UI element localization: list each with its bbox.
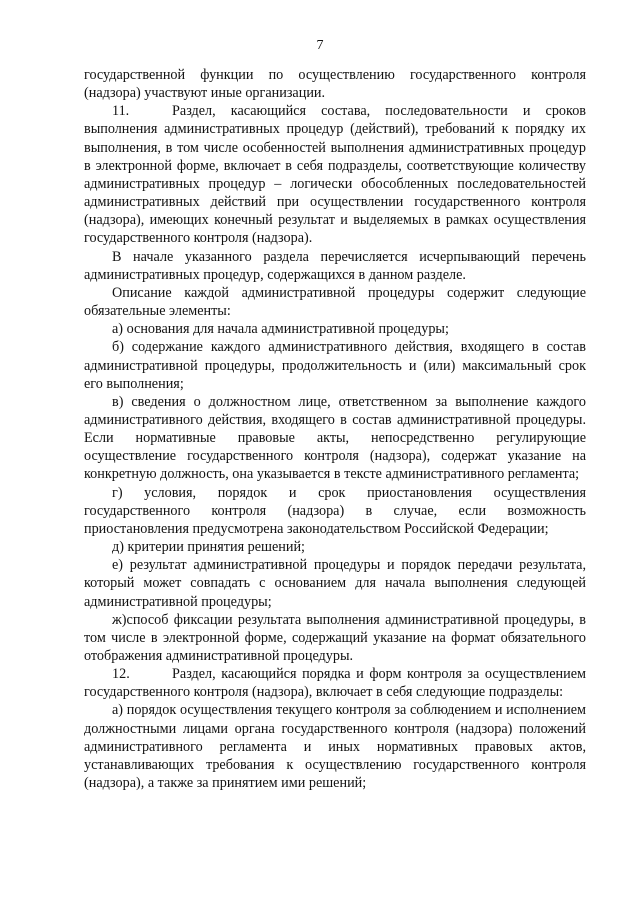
list-item-b: б) содержание каждого административного действия, входящего в состав административной процедуры, продолжительность и (или) максимальный срок его выполнения; [84, 339, 586, 392]
paragraph-number: 11. [112, 103, 130, 120]
document-body [84, 66, 586, 792]
paragraph-number: 12. [112, 666, 130, 683]
paragraph-text: Раздел, касающийся порядка и форм контроля за осуществлением государственного контроля (надзора), включает в себя следующие подразделы: [84, 666, 586, 701]
list-item-g: г) условия, порядок и срок приостановления осуществления государственного контроля (надзора) в случае, если возможность приостановления предусмотрена законодательством Российской Федерации; [84, 484, 586, 537]
list-item-d: д) критерии принятия решений; [112, 539, 305, 556]
list-item-e: е) результат административной процедуры и порядок передачи результата, который может совпадать с основанием для начала выполнения следующей административной процедуры; [84, 557, 586, 610]
paragraph: Описание каждой административной процедуры содержит следующие обязательные элементы: [84, 284, 586, 320]
list-item-zh: ж)способ фиксации результата выполнения административной процедуры, в том числе в электронной форме, содержащий указание на формат обязательного отображения административной процедуры. [84, 611, 586, 664]
paragraph-item-11 [84, 102, 586, 247]
page-number: 7 [316, 38, 324, 53]
list-item-v: в) сведения о должностном лице, ответственном за выполнение каждого административного действия, входящего в состав административной процедуры. Если нормативные правовые акты, непосредственно регулирующие осуществление государственного контроля (надзора), содержат указание на конкретную должность, она указывается в тексте административного регламента; [84, 393, 586, 483]
paragraph-continuation: государственной функции по осуществлению государственного контроля (надзора) участвуют иные организации. [84, 67, 586, 102]
list-item-a: а) основания для начала административной процедуры; [112, 321, 449, 338]
paragraph-item-12 [84, 665, 586, 701]
paragraph-text: Раздел, касающийся состава, последовательности и сроков выполнения административных процедур (действий), требований к порядку их выполнения, в том числе особенностей выполнения административных процедур в электронной форме, включает в себя подразделы, соответствующие количеству административных процедур – логически обособленных последовательностей административных действий при осуществлении государственного контроля (надзора), имеющих конечный результат и выделяемых в рамках осуществления государственного контроля (надзора). [84, 103, 586, 247]
paragraph: В начале указанного раздела перечисляется исчерпывающий перечень административных процедур, содержащихся в данном разделе. [84, 248, 586, 283]
list-item-a: а) порядок осуществления текущего контроля за соблюдением и исполнением должностными лицами органа государственного контроля (надзора) положений административного регламента и иных нормативных правовых актов, устанавливающих требования к осуществлению государственного контроля (надзора), а также за принятием ими решений; [84, 702, 586, 792]
